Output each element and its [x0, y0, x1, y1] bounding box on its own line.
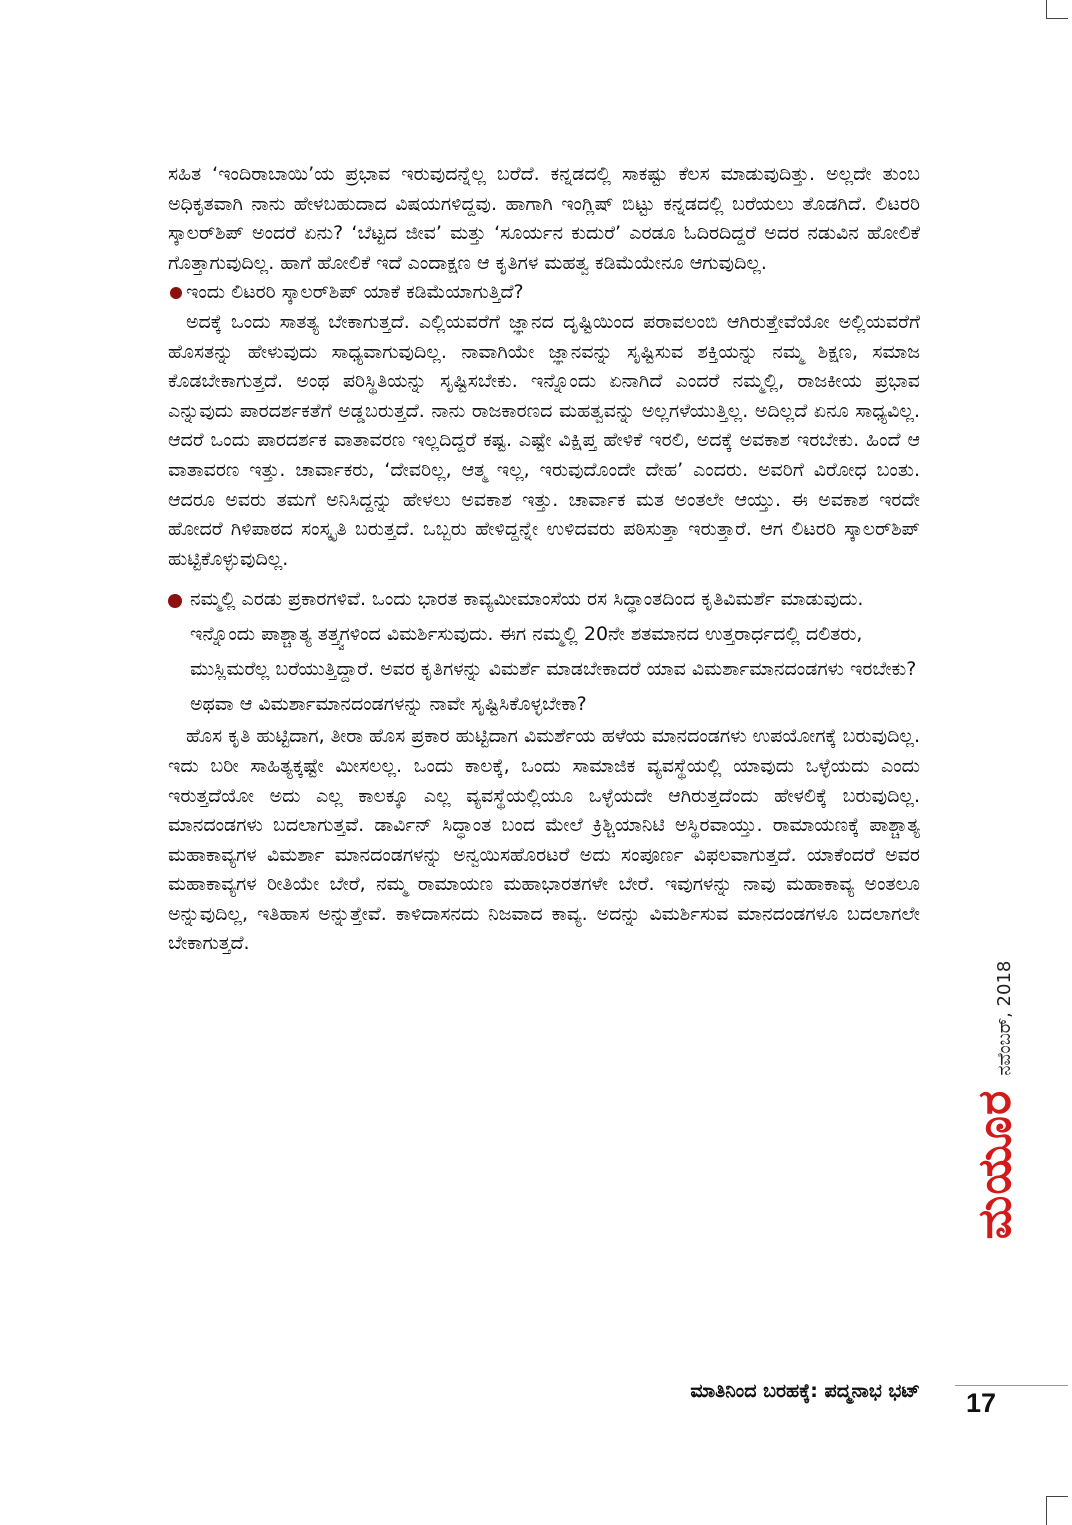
author-credit: ಮಾತಿನಿಂದ ಬರಹಕ್ಕೆ: ಪದ್ಮನಾಭ ಭಟ್ — [690, 1380, 920, 1402]
page-number: 17 — [966, 1388, 997, 1418]
issue-date: ನವೆಂಬರ್, 2018 — [994, 960, 1015, 1076]
article-body — [168, 160, 920, 959]
paragraph-2: ಅದಕ್ಕೆ ಒಂದು ಸಾತತ್ಯ ಬೇಕಾಗುತ್ತದೆ. ಎಲ್ಲಿಯವರೆಗೆ ಜ್ಞಾನದ ದೃಷ್ಟಿಯಿಂದ ಪರಾವಲಂಬಿ ಆಗಿರುತ್ತೇವೆಯೋ ಅಲ್ಲಿಯವರೆಗೆ ಹೊಸತನ್ನು ಹೇಳುವುದು ಸಾಧ್ಯವಾಗುವುದಿಲ್ಲ. ನಾವಾಗಿಯೇ ಜ್ಞಾನವನ್ನು ಸೃಷ್ಟಿಸುವ ಶಕ್ತಿಯನ್ನು ನಮ್ಮ ಶಿಕ್ಷಣ, ಸಮಾಜ ಕೊಡಬೇಕಾಗುತ್ತದೆ. ಅಂಥ ಪರಿಸ್ಥಿತಿಯನ್ನು ಸೃಷ್ಟಿಸಬೇಕು. ಇನ್ನೊಂದು ಏನಾಗಿದೆ ಎಂದರೆ ನಮ್ಮಲ್ಲಿ, ರಾಜಕೀಯ ಪ್ರಭಾವ ಎನ್ನುವುದು ಪಾರದರ್ಶಕತೆಗೆ ಅಡ್ಡಬರುತ್ತದೆ. ನಾನು ರಾಜಕಾರಣದ ಮಹತ್ವವನ್ನು ಅಲ್ಲಗಳೆಯುತ್ತಿಲ್ಲ. ಅದಿಲ್ಲದೆ ಏನೂ ಸಾಧ್ಯವಿಲ್ಲ. ಆದರೆ ಒಂದು ಪಾರದರ್ಶಕ ವಾತಾವರಣ ಇಲ್ಲದಿದ್ದರೆ ಕಷ್ಟ. ಎಷ್ಟೇ ವಿಕ್ಷಿಪ್ತ ಹೇಳಿಕೆ ಇರಲಿ, ಅದಕ್ಕೆ ಅವಕಾಶ ಇರಬೇಕು. ಹಿಂದೆ ಆ ವಾತಾವರಣ ಇತ್ತು. ಚಾರ್ವಾಕರು, ‘ದೇವರಿಲ್ಲ, ಆತ್ಮ ಇಲ್ಲ, ಇರುವುದೊಂದೇ ದೇಹ’ ಎಂದರು. ಅವರಿಗೆ ವಿರೋಧ ಬಂತು. ಆದರೂ ಅವರು ತಮಗೆ ಅನಿಸಿದ್ದನ್ನು ಹೇಳಲು ಅವಕಾಶ ಇತ್ತು. ಚಾರ್ವಾಕ ಮತ ಅಂತಲೇ ಆಯ್ತು. ಈ ಅವಕಾಶ ಇರದೇ ಹೋದರೆ ಗಿಳಿಪಾಠದ ಸಂಸ್ಕೃತಿ ಬರುತ್ತದೆ. ಒಬ್ಬರು ಹೇಳಿದ್ದನ್ನೇ ಉಳಿದವರು ಪಠಿಸುತ್ತಾ ಇರುತ್ತಾರೆ. ಆಗ ಲಿಟರರಿ ಸ್ಕಾಲರ್‌ಶಿಪ್ ಹುಟ್ಟಿಕೊಳ್ಳುವುದಿಲ್ಲ. — [168, 310, 920, 570]
crop-mark — [1046, 1496, 1047, 1525]
bullet-icon — [168, 594, 182, 608]
crop-mark — [1046, 18, 1068, 19]
question-text: ನಮ್ಮಲ್ಲಿ ಎರಡು ಪ್ರಕಾರಗಳಿವೆ. ಒಂದು ಭಾರತ ಕಾವ್ಯಮೀಮಾಂಸೆಯ ರಸ ಸಿದ್ಧಾಂತದಿಂದ ಕೃತಿವಿಮರ್ಶೆ ಮಾಡುವುದು. ಇನ್ನೊಂದು ಪಾಶ್ಚಾತ್ಯ ತತ್ತ್ವಗಳಿಂದ ವಿಮರ್ಶಿಸುವುದು. ಈಗ ನಮ್ಮಲ್ಲಿ 20ನೇ ಶತಮಾನದ ಉತ್ತರಾರ್ಧದಲ್ಲಿ ದಲಿತರು, ಮುಸ್ಲಿಮರೆಲ್ಲ ಬರೆಯುತ್ತಿದ್ದಾರೆ. ಅವರ ಕೃತಿಗಳನ್ನು ವಿಮರ್ಶೆ ಮಾಡಬೇಕಾದರೆ ಯಾವ ವಿಮರ್ಶಾಮಾನದಂಡಗಳು ಇರಬೇಕು? ಅಥವಾ ಆ ವಿಮರ್ಶಾಮಾನದಂಡಗಳನ್ನು ನಾವೇ ಸೃಷ್ಟಿಸಿಕೊಳ್ಳಬೇಕಾ? — [190, 588, 917, 716]
magazine-logo: ಮಯೂರ — [967, 1089, 1021, 1240]
paragraph-3: ಹೊಸ ಕೃತಿ ಹುಟ್ಟಿದಾಗ, ತೀರಾ ಹೊಸ ಪ್ರಕಾರ ಹುಟ್ಟಿದಾಗ ವಿಮರ್ಶೆಯ ಹಳೆಯ ಮಾನದಂಡಗಳು ಉಪಯೋಗಕ್ಕೆ ಬರುವುದಿಲ್ಲ. ಇದು ಬರೀ ಸಾಹಿತ್ಯಕ್ಕಷ್ಟೇ ಮೀಸಲಲ್ಲ. ಒಂದು ಕಾಲಕ್ಕೆ, ಒಂದು ಸಾಮಾಜಿಕ ವ್ಯವಸ್ಥೆಯಲ್ಲಿ ಯಾವುದು ಒಳ್ಳೆಯದು ಎಂದು ಇರುತ್ತದೆಯೋ ಅದು ಎಲ್ಲ ಕಾಲಕ್ಕೂ ಎಲ್ಲ ವ್ಯವಸ್ಥೆಯಲ್ಲಿಯೂ ಒಳ್ಳೆಯದೇ ಆಗಿರುತ್ತದೆಂದು ಹೇಳಲಿಕ್ಕೆ ಬರುವುದಿಲ್ಲ. ಮಾನದಂಡಗಳು ಬದಲಾಗುತ್ತವೆ. ಡಾರ್ವಿನ್ ಸಿದ್ಧಾಂತ ಬಂದ ಮೇಲೆ ಕ್ರಿಶ್ಚಿಯಾನಿಟಿ ಅಸ್ಥಿರವಾಯ್ತು. ರಾಮಾಯಣಕ್ಕೆ ಪಾಶ್ಚಾತ್ಯ ಮಹಾಕಾವ್ಯಗಳ ವಿಮರ್ಶಾ ಮಾನದಂಡಗಳನ್ನು ಅನ್ವಯಿಸಹೊರಟರೆ ಅದು ಸಂಪೂರ್ಣ ವಿಫಲವಾಗುತ್ತದೆ. ಯಾಕೆಂದರೆ ಅವರ ಮಹಾಕಾವ್ಯಗಳ ರೀತಿಯೇ ಬೇರೆ, ನಮ್ಮ ರಾಮಾಯಣ ಮಹಾಭಾರತಗಳೇ ಬೇರೆ. ಇವುಗಳನ್ನು ನಾವು ಮಹಾಕಾವ್ಯ ಅಂತಲೂ ಅನ್ನುವುದಿಲ್ಲ, ಇತಿಹಾಸ ಅನ್ನುತ್ತೇವೆ. ಕಾಳಿದಾಸನದು ನಿಜವಾದ ಕಾವ್ಯ. ಅದನ್ನು ವಿಮರ್ಶಿಸುವ ಮಾನದಂಡಗಳೂ ಬದಲಾಗಲೇ ಬೇಕಾಗುತ್ತದೆ. — [168, 725, 920, 955]
paragraph-1: ಸಹಿತ ‘ಇಂದಿರಾಬಾಯಿ’ಯ ಪ್ರಭಾವ ಇರುವುದನ್ನೆಲ್ಲ ಬರೆದೆ. ಕನ್ನಡದಲ್ಲಿ ಸಾಕಷ್ಟು ಕೆಲಸ ಮಾಡುವುದಿತ್ತು. ಅಲ್ಲದೇ ತುಂಬ ಅಧಿಕೃತವಾಗಿ ನಾನು ಹೇಳಬಹುದಾದ ವಿಷಯಗಳಿದ್ದವು. ಹಾಗಾಗಿ ಇಂಗ್ಲಿಷ್ ಬಿಟ್ಟು ಕನ್ನಡದಲ್ಲಿ ಬರೆಯಲು ತೊಡಗಿದೆ. ಲಿಟರರಿ ಸ್ಕಾಲರ್‌ಶಿಪ್ ಅಂದರೆ ಏನು? ‘ಬೆಟ್ಟದ ಜೀವ’ ಮತ್ತು ‘ಸೂರ್ಯನ ಕುದುರೆ’ ಎರಡೂ ಓದಿರದಿದ್ದರೆ ಅದರ ನಡುವಿನ ಹೋಲಿಕೆ ಗೊತ್ತಾಗುವುದಿಲ್ಲ. ಹಾಗೆ ಹೋಲಿಕೆ ಇದೆ ಎಂದಾಕ್ಷಣ ಆ ಕೃತಿಗಳ ಮಹತ್ವ ಕಡಿಮೆಯೇನೂ ಆಗುವುದಿಲ್ಲ. — [168, 163, 920, 274]
magazine-masthead — [967, 961, 1023, 1240]
question-text: ಇಂದು ಲಿಟರರಿ ಸ್ಕಾಲರ್‌ಶಿಪ್ ಯಾಕೆ ಕಡಿಮೆಯಾಗುತ್ತಿದೆ? — [186, 281, 524, 304]
interview-question-2 — [168, 582, 920, 722]
bullet-icon — [170, 287, 182, 299]
interview-question-1 — [168, 278, 920, 308]
crop-mark — [1046, 0, 1047, 18]
footer-divider — [955, 1385, 1068, 1386]
crop-mark — [1046, 1496, 1068, 1497]
